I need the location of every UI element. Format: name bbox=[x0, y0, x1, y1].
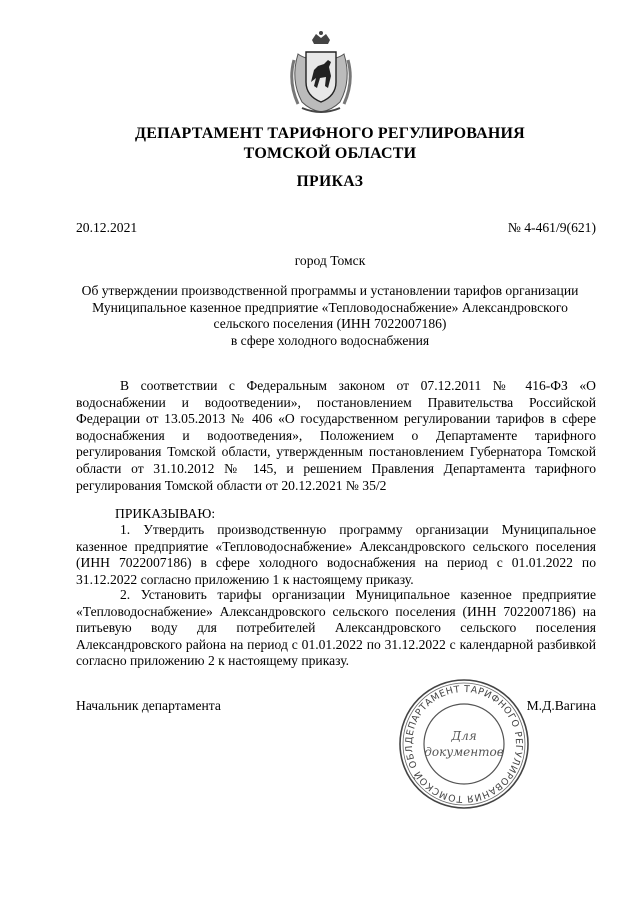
signer-name: М.Д.Вагина bbox=[526, 698, 596, 713]
document-city: город Томск bbox=[294, 253, 366, 268]
coat-of-arms-icon bbox=[288, 30, 354, 116]
stamp-center-line1: Для bbox=[451, 729, 477, 743]
organization-name bbox=[60, 124, 600, 164]
document-type: ПРИКАЗ bbox=[296, 173, 364, 190]
order-word: ПРИКАЗЫВАЮ: bbox=[115, 506, 216, 521]
subject-line2: Муниципальное казенное предприятие «Тепловодоснабжение» Александровского bbox=[92, 299, 568, 315]
official-stamp-icon bbox=[396, 676, 532, 812]
order-item-1: 1. Утвердить производственную программу организации Муниципальное казенное предприятие «Тепловодоснабжение» Александровского сельского поселения (ИНН 7022007186) в сфере холодного водоснабжения на период с 01.01.2022 по 31.12.2022 согласно приложению 1 к настоящему приказу. bbox=[76, 522, 596, 587]
document-date: 20.12.2021 bbox=[76, 220, 138, 235]
document-subject bbox=[60, 283, 600, 349]
subject-line1: Об утверждении производственной программы и установлении тарифов организации bbox=[81, 283, 579, 298]
subject-line3: сельского поселения (ИНН 7022007186) bbox=[213, 316, 447, 332]
stamp-ring-text: ДЕПАРТАМЕНТ ТАРИФНОГО РЕГУЛИРОВАНИЯ ТОМСКОЙ ОБЛ bbox=[403, 683, 525, 805]
order-item-2: 2. Установить тарифы организации Муниципальное казенное предприятие «Тепловодоснабжение» Александровского сельского поселения (ИНН 7022007186) на питьевую воду для потребителей Александровского сельского поселения Александровского района на период с 01.01.2022 по 31.12.2022 с календарной разбивкой согласно приложению 2 к настоящему приказу. bbox=[76, 587, 596, 669]
preamble-paragraph: В соответствии с Федеральным законом от 07.12.2011 № 416-ФЗ «О водоснабжении и водоотведении», постановлением Правительства Российской Федерации от 13.05.2013 № 406 «О государственном регулировании тарифов в сфере водоснабжения и водоотведения», Положением о Департаменте тарифного регулирования Томской области, утвержденным постановлением Губернатора Томской области от 31.10.2012 № 145, и решением Правления Департамента тарифного регулирования Томской области от 20.12.2021 № 35/2 bbox=[76, 378, 596, 493]
organization-name-line1: ДЕПАРТАМЕНТ ТАРИФНОГО РЕГУЛИРОВАНИЯ bbox=[135, 125, 525, 142]
subject-line4: в сфере холодного водоснабжения bbox=[230, 332, 430, 348]
organization-name-line2: ТОМСКОЙ ОБЛАСТИ bbox=[243, 145, 417, 162]
signer-position: Начальник департамента bbox=[76, 698, 221, 713]
stamp-center-line2: документов bbox=[424, 745, 504, 759]
document-number: № 4-461/9(621) bbox=[507, 220, 596, 235]
